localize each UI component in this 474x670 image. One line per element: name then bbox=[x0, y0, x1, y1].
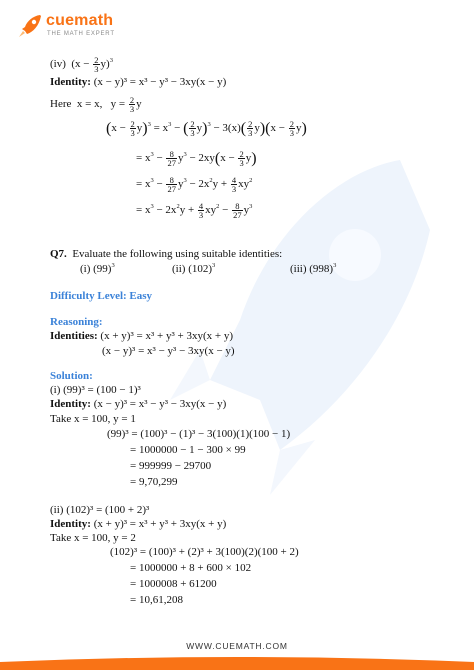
expansion-line-2: = $x^3$ − $\frac{8}{27}$ $y^3 - 2xy(x$ − $\frac{2}{3}$ y) bbox=[136, 149, 257, 168]
solution-i-step-1: (99)³ = (100)³ − (1)³ − 3(100)(1)(100 − 1) bbox=[107, 428, 291, 440]
question-text: Evaluate the following using suitable identities: bbox=[72, 248, 283, 260]
question-7 bbox=[50, 248, 282, 261]
identity-diff-line: (x − y)³ = x³ − y³ − 3xy(x − y) bbox=[102, 345, 235, 357]
solution-heading: Solution: bbox=[50, 370, 93, 382]
brand-name: cuemath bbox=[46, 12, 114, 29]
identity-formula: (x + y)³ = x³ + y³ + 3xy(x + y) bbox=[100, 330, 233, 342]
here-line: Here x = x, y = $\frac{2}{3}$ y bbox=[50, 95, 142, 114]
identities-label: Identities: bbox=[50, 330, 98, 342]
difficulty-level: Difficulty Level: Easy bbox=[50, 290, 153, 302]
identity-label: Identity: bbox=[50, 518, 91, 530]
identity-sum-line bbox=[50, 330, 233, 343]
solution-i-step-4: = 9,70,299 bbox=[130, 476, 178, 488]
part-iv-heading: (iv) (x − $\frac{2}{3}$ y)$^3$ bbox=[50, 55, 113, 74]
identity-formula: (x − y)³ = x³ − y³ − 3xy(x − y) bbox=[93, 398, 227, 410]
solution-ii-take: Take x = 100, y = 2 bbox=[50, 532, 136, 544]
rocket-icon bbox=[16, 12, 44, 40]
q7-part-i: (i) $(99)^3$ bbox=[80, 262, 115, 275]
solution-ii-step-1: (102)³ = (100)³ + (2)³ + 3(100)(2)(100 + 2) bbox=[110, 546, 299, 558]
identity-line bbox=[50, 76, 226, 89]
solution-i-heading: (i) (99)³ = (100 − 1)³ bbox=[50, 384, 141, 396]
solution-i-take: Take x = 100, y = 1 bbox=[50, 413, 136, 425]
identity-formula: (x − y)³ = x³ − y³ − 3xy(x − y) bbox=[93, 76, 227, 88]
q7-part-ii: (ii) $(102)^3$ bbox=[172, 262, 216, 275]
solution-ii-step-3: = 1000008 + 61200 bbox=[130, 578, 217, 590]
expansion-line-3: = $x^3$ − $\frac{8}{27}$ $y^3 - 2x^2y$ + $\frac{4}{3}$ $xy^2$ bbox=[136, 175, 253, 194]
solution-i-step-2: = 1000000 − 1 − 300 × 99 bbox=[130, 444, 246, 456]
identity-label: Identity: bbox=[50, 76, 91, 88]
footer-bar bbox=[0, 652, 474, 670]
question-number: Q7. bbox=[50, 248, 67, 260]
identity-line bbox=[50, 518, 226, 531]
solution-ii-step-2: = 1000000 + 8 + 600 × 102 bbox=[130, 562, 252, 574]
identity-formula: (x + y)³ = x³ + y³ + 3xy(x + y) bbox=[93, 518, 227, 530]
brand-tagline: THE MATH EXPERT bbox=[47, 31, 115, 37]
reasoning-heading: Reasoning: bbox=[50, 316, 103, 328]
solution-ii-heading: (ii) (102)³ = (100 + 2)³ bbox=[50, 504, 150, 516]
expansion-line-4: = $x^3 - 2x^2y$ + $\frac{4}{3}$ $xy^2$ − $\frac{8}{27}$ $y^3$ bbox=[136, 201, 253, 220]
part-label: (iv) bbox=[50, 58, 66, 71]
q7-part-iii: (iii) $(998)^3$ bbox=[290, 262, 337, 275]
identity-label: Identity: bbox=[50, 398, 91, 410]
solution-ii-step-4: = 10,61,208 bbox=[130, 594, 183, 606]
solution-i-step-3: = 999999 − 29700 bbox=[130, 460, 212, 472]
identity-line bbox=[50, 398, 226, 411]
footer-url: WWW.CUEMATH.COM bbox=[186, 641, 288, 651]
fraction: $\frac{2}{3}$ bbox=[94, 55, 99, 74]
expansion-line-1: (x − $\frac{2}{3}$ $y)^3 = x^3$ − ( $\frac{2}{3}$ y)$^3$ − 3(x)( $\frac{2}{3}$ y)(x − $\frac{2}{3}$ y) bbox=[106, 119, 307, 138]
fraction: $\frac{2}{3}$ bbox=[129, 95, 135, 114]
